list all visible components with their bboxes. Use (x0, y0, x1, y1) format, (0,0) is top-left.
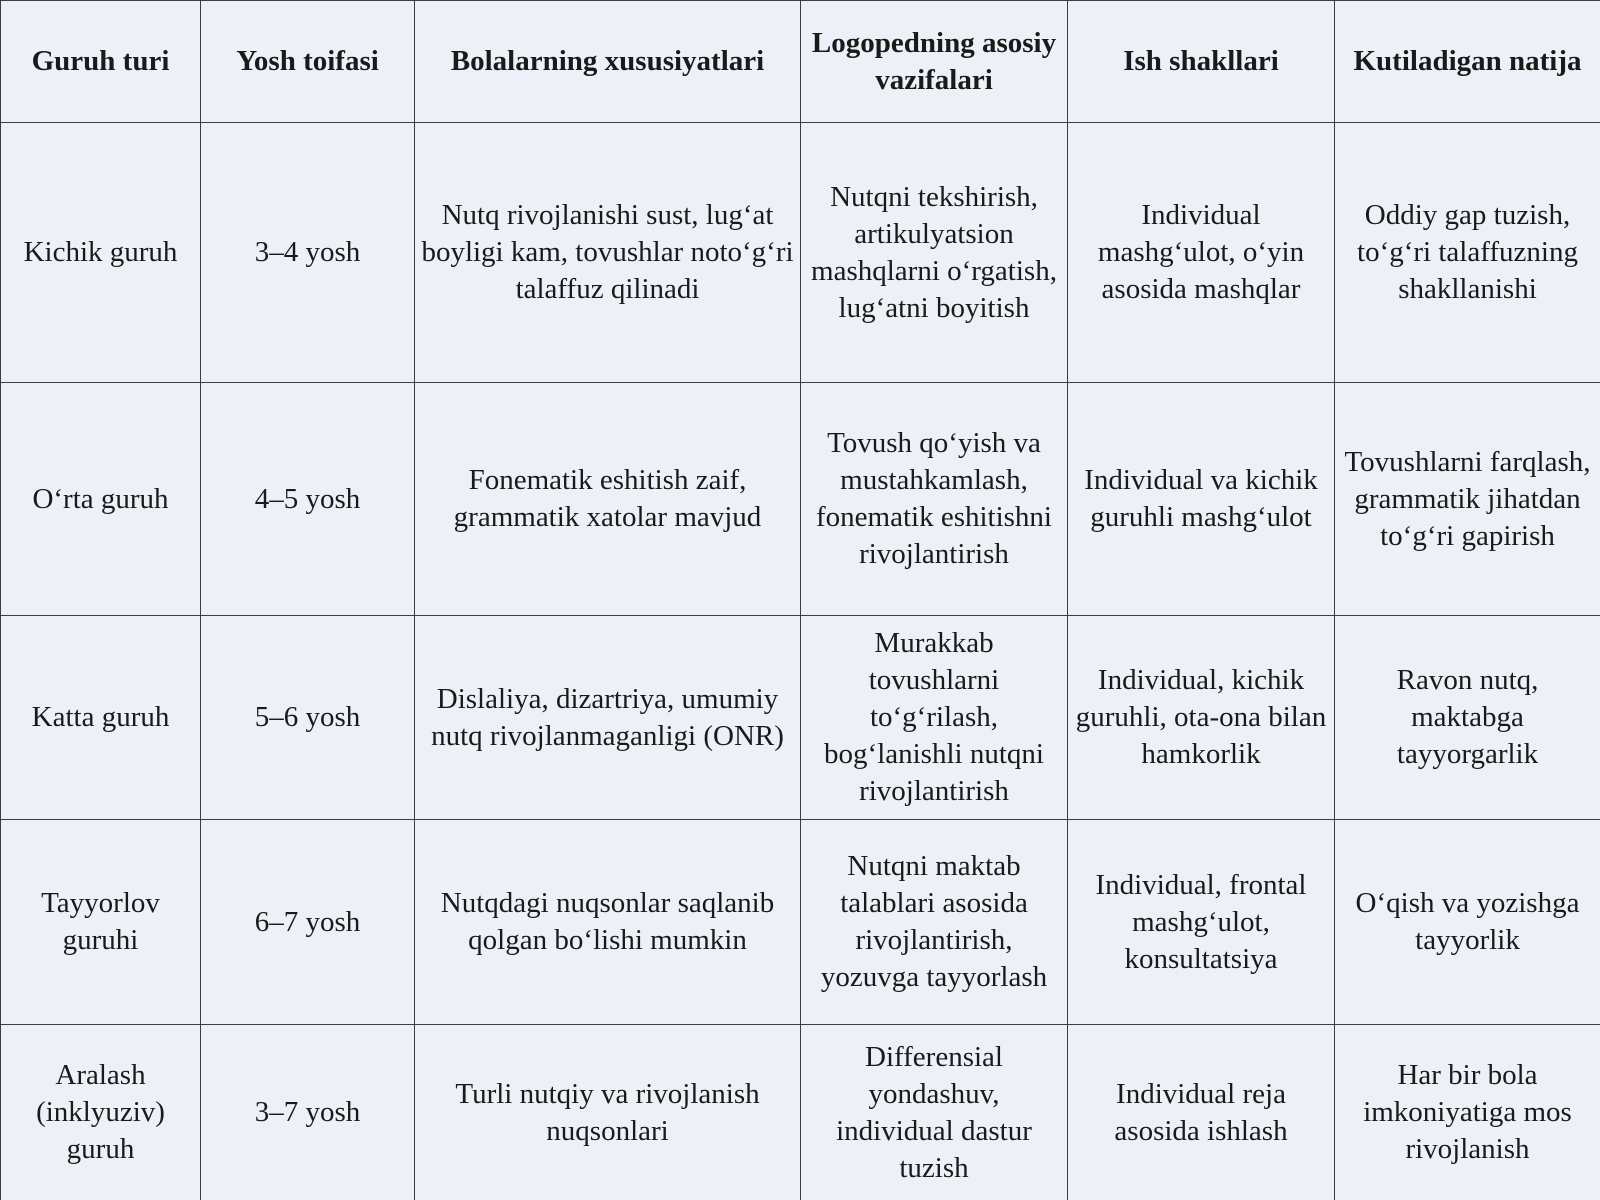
cell-age-category: 4–5 yosh (201, 383, 415, 616)
cell-age-category: 6–7 yosh (201, 820, 415, 1025)
cell-group-type: Tayyorlov guruhi (1, 820, 201, 1025)
header-expected-result: Kutiladigan natija (1335, 1, 1600, 123)
cell-therapist-tasks: Differensial yondashuv, individual dastur tuzish (801, 1025, 1068, 1200)
cell-therapist-tasks: Nutqni maktab talablari asosida rivojlantirish, yozuvga tayyorlash (801, 820, 1068, 1025)
header-child-characteristics: Bolalarning xususiyatlari (415, 1, 801, 123)
cell-age-category: 3–4 yosh (201, 123, 415, 383)
cell-child-characteristics: Nutqdagi nuqsonlar saqlanib qolgan bo‘lishi mumkin (415, 820, 801, 1025)
cell-work-forms: Individual mashg‘ulot, o‘yin asosida mashqlar (1068, 123, 1335, 383)
cell-group-type: O‘rta guruh (1, 383, 201, 616)
table-row (1, 616, 1600, 820)
cell-child-characteristics: Fonematik eshitish zaif, grammatik xatolar mavjud (415, 383, 801, 616)
cell-therapist-tasks: Nutqni tekshirish, artikulyatsion mashqlarni o‘rgatish, lug‘atni boyitish (801, 123, 1068, 383)
cell-child-characteristics: Nutq rivojlanishi sust, lug‘at boyligi kam, tovushlar noto‘g‘ri talaffuz qilinadi (415, 123, 801, 383)
cell-expected-result: Har bir bola imkoniyatiga mos rivojlanish (1335, 1025, 1600, 1200)
cell-age-category: 3–7 yosh (201, 1025, 415, 1200)
cell-expected-result: O‘qish va yozishga tayyorlik (1335, 820, 1600, 1025)
header-work-forms: Ish shakllari (1068, 1, 1335, 123)
table-header-row (1, 1, 1600, 123)
cell-work-forms: Individual, kichik guruhli, ota-ona bilan hamkorlik (1068, 616, 1335, 820)
cell-group-type: Kichik guruh (1, 123, 201, 383)
table-row (1, 820, 1600, 1025)
cell-group-type: Katta guruh (1, 616, 201, 820)
cell-group-type: Aralash (inklyuziv) guruh (1, 1025, 201, 1200)
header-group-type: Guruh turi (1, 1, 201, 123)
cell-age-category: 5–6 yosh (201, 616, 415, 820)
cell-child-characteristics: Turli nutqiy va rivojlanish nuqsonlari (415, 1025, 801, 1200)
cell-therapist-tasks: Murakkab tovushlarni to‘g‘rilash, bog‘lanishli nutqni rivojlantirish (801, 616, 1068, 820)
cell-work-forms: Individual va kichik guruhli mashg‘ulot (1068, 383, 1335, 616)
cell-expected-result: Oddiy gap tuzish, to‘g‘ri talaffuzning shakllanishi (1335, 123, 1600, 383)
table-row (1, 123, 1600, 383)
cell-work-forms: Individual, frontal mashg‘ulot, konsultatsiya (1068, 820, 1335, 1025)
cell-therapist-tasks: Tovush qo‘yish va mustahkamlash, fonematik eshitishni rivojlantirish (801, 383, 1068, 616)
cell-expected-result: Tovushlarni farqlash, grammatik jihatdan to‘g‘ri gapirish (1335, 383, 1600, 616)
cell-work-forms: Individual reja asosida ishlash (1068, 1025, 1335, 1200)
header-therapist-tasks: Logopedning asosiy vazifalari (801, 1, 1068, 123)
cell-child-characteristics: Dislaliya, dizartriya, umumiy nutq rivojlanmaganligi (ONR) (415, 616, 801, 820)
header-age-category: Yosh toifasi (201, 1, 415, 123)
table-row (1, 383, 1600, 616)
table-row (1, 1025, 1600, 1200)
cell-expected-result: Ravon nutq, maktabga tayyorgarlik (1335, 616, 1600, 820)
